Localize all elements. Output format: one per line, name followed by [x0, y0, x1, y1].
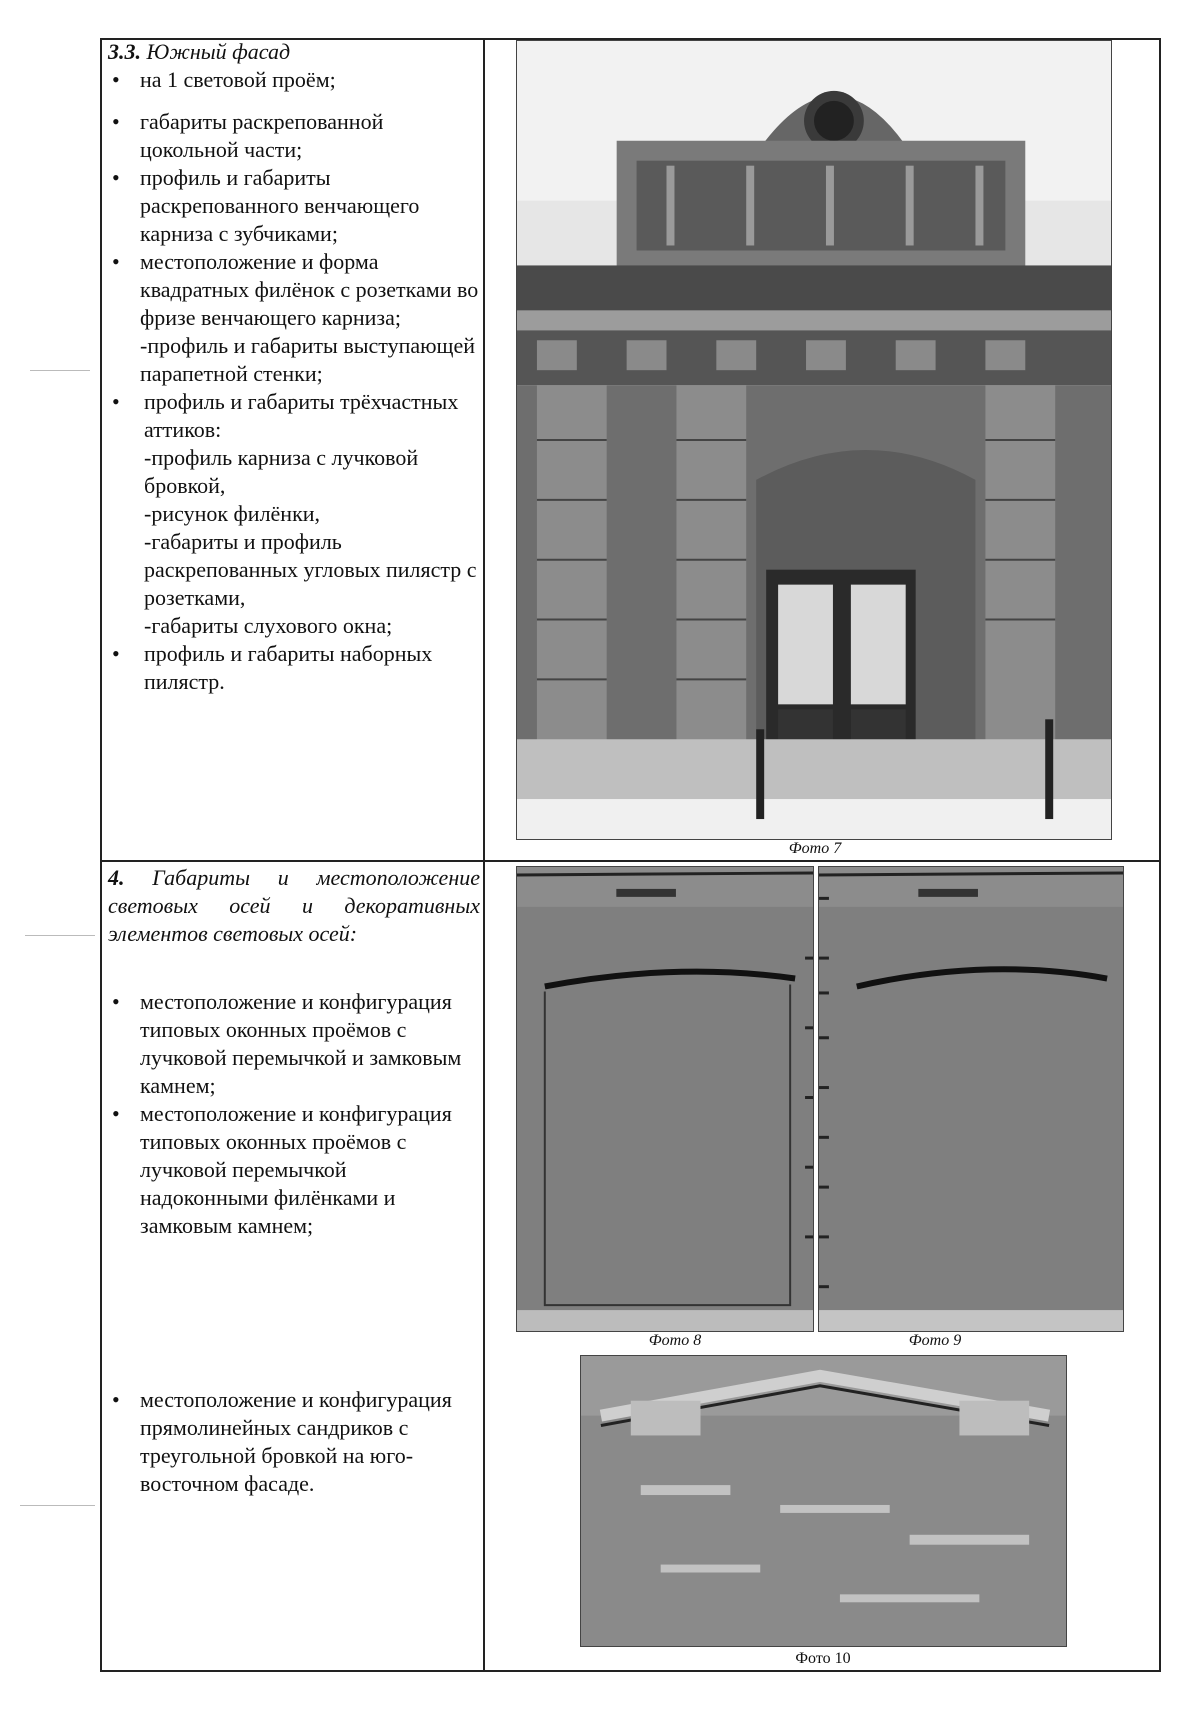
photo-7-image	[517, 41, 1111, 839]
section-4-part-2	[108, 1386, 480, 1498]
section-4	[108, 864, 480, 1240]
sub-item: -габариты слухового окна;	[144, 613, 393, 638]
sub-item: -габариты и профиль раскрепованных угловых пилястр с розетками,	[144, 529, 477, 610]
list-item: • местоположение и конфигурация типовых оконных проёмов с лучковой перемычкой надоконными филёнками и замковым камнем;	[108, 1100, 480, 1240]
scan-mark	[30, 370, 90, 371]
list-item: • на 1 световой проём;	[108, 66, 480, 94]
list-item: • профиль и габариты трёхчастных аттиков:	[108, 388, 480, 444]
sub-item: -профиль и габариты выступающей парапетной стенки;	[140, 333, 476, 386]
section-4-list	[108, 988, 480, 1240]
section-3-3-title	[108, 38, 480, 66]
photo-7-building	[516, 40, 1112, 840]
photo-8-window	[516, 866, 814, 1332]
photo-9-image	[819, 867, 1123, 1331]
caption-photo-8: Фото 8	[648, 1332, 702, 1349]
section-4-list-2	[108, 1386, 480, 1498]
photo-10-sandrik	[580, 1355, 1067, 1647]
scan-mark	[20, 1505, 95, 1506]
section-3-3-list-3	[108, 640, 480, 696]
section-3-3	[108, 38, 480, 696]
section-4-title	[108, 864, 480, 948]
list-item: • местоположение и форма квадратных филёнок с розетками во фризе венчающего карниза;	[108, 248, 480, 332]
section-4-title-text: Габариты и местоположение световых осей и декоративных элементов световых осей:	[108, 865, 481, 946]
caption-photo-7: Фото 7	[788, 840, 842, 857]
list-item: • профиль и габариты наборных пилястр.	[108, 640, 480, 696]
row-divider	[100, 860, 1161, 862]
photo-9-window	[818, 866, 1124, 1332]
section-4-number: 4.	[108, 865, 125, 890]
section-3-3-title-text: Южный фасад	[146, 39, 291, 64]
sub-item: -рисунок филёнки,	[144, 501, 321, 526]
list-item: • профиль и габариты раскрепованного венчающего карниза с зубчиками;	[108, 164, 480, 248]
list-item: • габариты раскрепованной цокольной части;	[108, 108, 480, 164]
caption-photo-10: Фото 10	[795, 1650, 851, 1667]
section-3-3-number: 3.3.	[108, 39, 141, 64]
list-item: • местоположение и конфигурация типовых оконных проёмов с лучковой перемычкой и замковым камнем;	[108, 988, 480, 1100]
scan-mark	[25, 935, 95, 936]
column-divider	[483, 38, 485, 1672]
list-item: • местоположение и конфигурация прямолинейных сандриков с треугольной бровкой на юго-восточном фасаде.	[108, 1386, 480, 1498]
section-3-3-list-2	[108, 388, 480, 444]
sub-item: -профиль карниза с лучковой бровкой,	[144, 445, 419, 498]
section-3-3-list	[108, 66, 480, 332]
photo-10-image	[581, 1356, 1066, 1646]
photo-8-image	[517, 867, 813, 1331]
caption-photo-9: Фото 9	[908, 1332, 962, 1349]
